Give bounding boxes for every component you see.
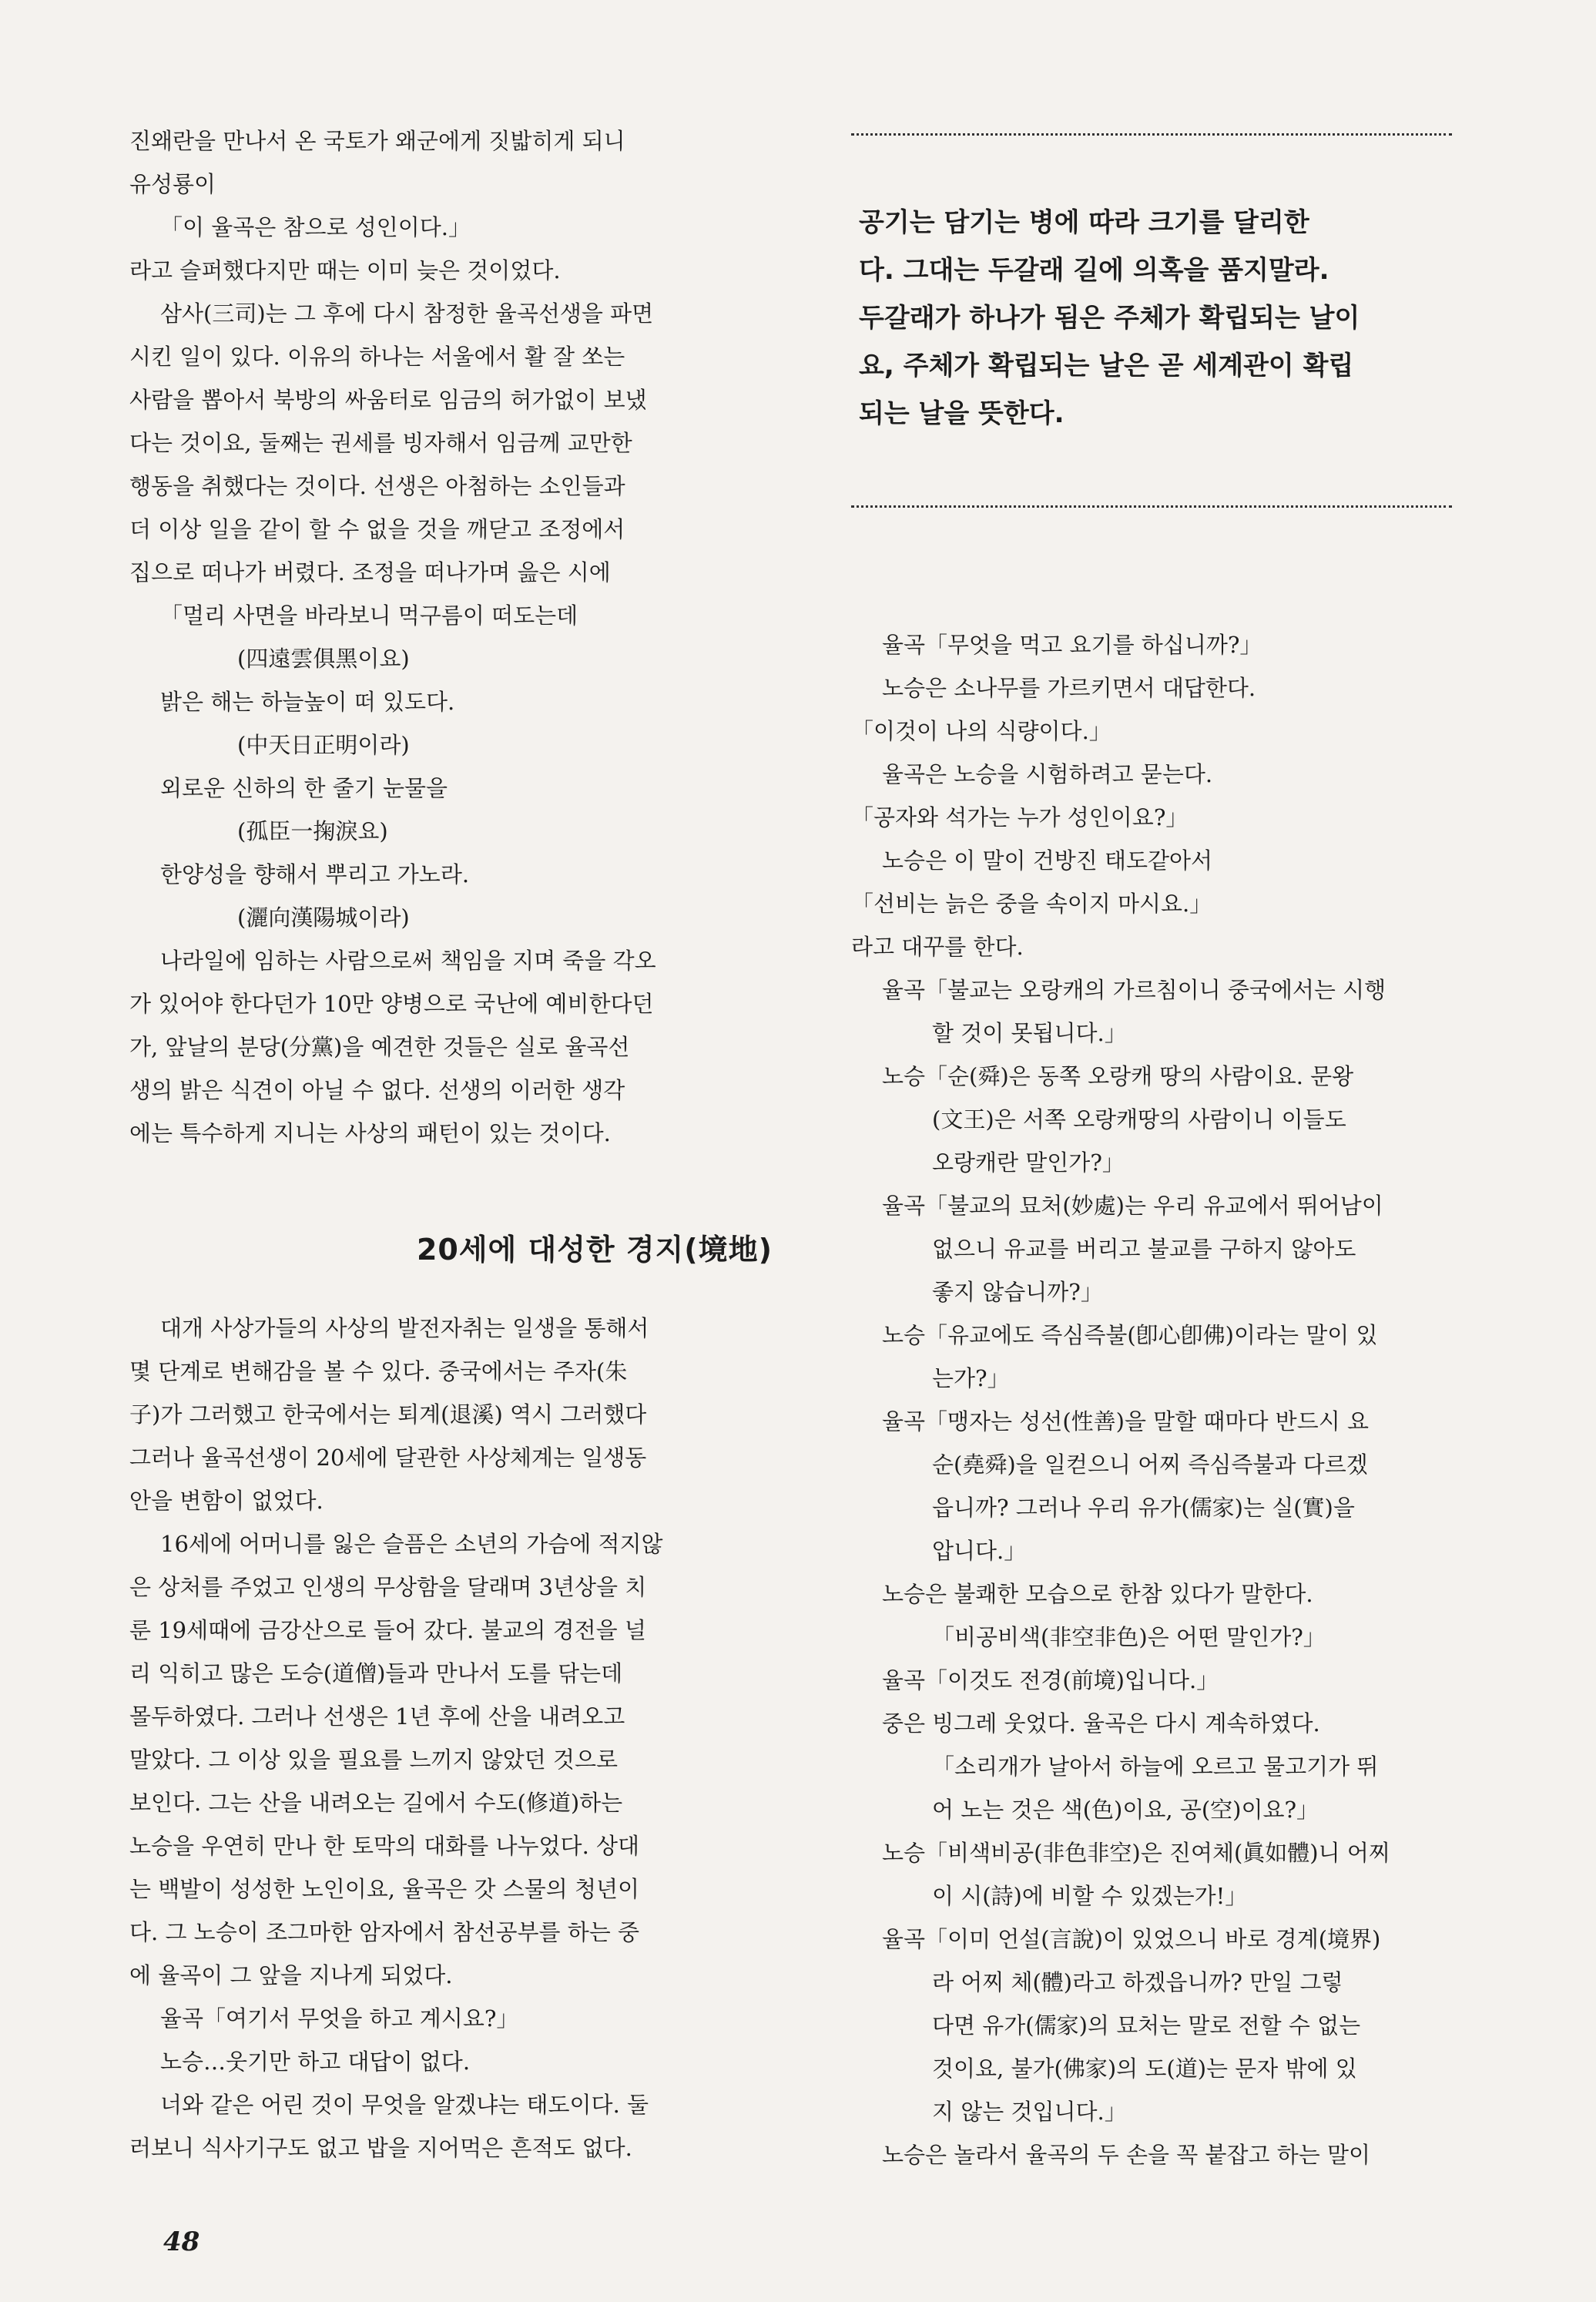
text-line: 리 익히고 많은 도승(道僧)들과 만나서 도를 닦는데 [129, 1660, 623, 1686]
left-column [129, 119, 780, 2169]
right-column [851, 119, 1475, 2176]
dialog-line: 「공자와 석가는 누가 성인이요?」 [851, 804, 1189, 831]
poem-line: 외로운 신하의 한 줄기 눈물을 [160, 775, 448, 801]
text-line: 너와 같은 어린 것이 무엇을 알겠냐는 태도이다. 둘 [160, 2092, 649, 2118]
dotted-divider [851, 505, 1452, 508]
dialog-line: 율곡은 노승을 시험하려고 묻는다. [882, 761, 1213, 787]
text-line: 집으로 떠나가 버렸다. 조정을 떠나가며 읊은 시에 [129, 559, 611, 586]
dialog-line: 「선비는 늙은 중을 속이지 마시요.」 [851, 891, 1212, 917]
dialog-line: 없으니 유교를 버리고 불교를 구하지 않아도 [932, 1236, 1356, 1262]
poem-hanja: (灑向漢陽城이라) [237, 904, 410, 931]
dialog-line: 율곡「불교는 오랑캐의 가르침이니 중국에서는 시행 [882, 977, 1386, 1003]
dialog-line: 율곡「맹자는 성선(性善)을 말할 때마다 반드시 요 [882, 1408, 1369, 1435]
dialog-line: 율곡「이미 언설(言說)이 있었으니 바로 경계(境界) [882, 1926, 1381, 1952]
text-line: 노승…웃기만 하고 대답이 없다. [160, 2049, 471, 2075]
dialog-line: 노승「순(舜)은 동쪽 오랑캐 땅의 사람이요. 문왕 [882, 1063, 1354, 1089]
text-line: 더 이상 일을 같이 할 수 없을 것을 깨닫고 조정에서 [129, 516, 625, 542]
dialog-line: 좋지 않습니까?」 [932, 1279, 1103, 1305]
dialog-line: 어 노는 것은 색(色)이요, 공(空)이요?」 [932, 1797, 1319, 1823]
text-line: 보인다. 그는 산을 내려오는 길에서 수도(修道)하는 [129, 1790, 623, 1816]
text-line: 그러나 율곡선생이 20세에 달관한 사상체계는 일생동 [129, 1445, 647, 1471]
text-line: 행동을 취했다는 것이다. 선생은 아첨하는 소인들과 [129, 473, 625, 499]
text-line: 말았다. 그 이상 있을 필요를 느끼지 않았던 것으로 [129, 1747, 619, 1773]
text-line: 생의 밝은 식견이 아닐 수 없다. 선생의 이러한 생각 [129, 1077, 625, 1103]
text-line: 룬 19세때에 금강산으로 들어 갔다. 불교의 경전을 널 [129, 1617, 646, 1643]
dialog-line: 중은 빙그레 웃었다. 율곡은 다시 계속하였다. [882, 1710, 1320, 1737]
quote-line: 요, 주체가 확립되는 날은 곧 세계관이 확립 [859, 351, 1354, 381]
dialog-line: (文王)은 서쪽 오랑캐땅의 사람이니 이들도 [932, 1106, 1346, 1133]
dialog-line: 노승은 불쾌한 모습으로 한참 있다가 말한다. [882, 1581, 1313, 1607]
poem-hanja: (孤臣一掬淚요) [237, 818, 388, 844]
poem-line: 「멀리 사면을 바라보니 먹구름이 떠도는데 [160, 602, 578, 629]
dialog-line: 노승은 놀라서 율곡의 두 손을 꼭 붙잡고 하는 말이 [882, 2142, 1371, 2168]
quote-line: 다. 그대는 두갈래 길에 의혹을 품지말라. [859, 255, 1329, 286]
dotted-divider [851, 133, 1452, 136]
dialog-line: 노승은 이 말이 건방진 태도같아서 [882, 847, 1213, 874]
dialog-line: 라 어찌 체(體)라고 하겠읍니까? 만일 그렇 [932, 1969, 1343, 1995]
text-line: 라고 슬퍼했다지만 때는 이미 늦은 것이었다. [129, 257, 561, 284]
text-line: 노승을 우연히 만나 한 토막의 대화를 나누었다. 상대 [129, 1833, 640, 1859]
dialog-line: 할 것이 못됩니다.」 [932, 1020, 1127, 1046]
dialog-line: 노승「유교에도 즉심즉불(卽心卽佛)이라는 말이 있 [882, 1322, 1378, 1348]
text-line: 은 상처를 주었고 인생의 무상함을 달래며 3년상을 치 [129, 1574, 647, 1600]
text-line: 가 있어야 한다던가 10만 양병으로 국난에 예비한다던 [129, 991, 654, 1017]
dialog-line: 율곡「이것도 전경(前境)입니다.」 [882, 1667, 1219, 1693]
dialog-line: 라고 대꾸를 한다. [851, 934, 1024, 960]
text-line: 러보니 식사기구도 없고 밥을 지어먹은 흔적도 없다. [129, 2135, 632, 2161]
dialog-line: 지 않는 것입니다.」 [932, 2099, 1127, 2125]
pull-quote [851, 133, 1475, 508]
text-line: 에 율곡이 그 앞을 지나게 되었다. [129, 1962, 453, 1988]
dialog-line: 것이요, 불가(佛家)의 도(道)는 문자 밖에 있 [932, 2055, 1357, 2082]
pull-quote-text [851, 199, 1475, 438]
text-line: 「이 율곡은 참으로 성인이다.」 [160, 214, 471, 240]
quote-line: 두갈래가 하나가 됨은 주체가 확립되는 날이 [859, 303, 1360, 334]
dialog-line: 이 시(詩)에 비할 수 있겠는가!」 [932, 1883, 1248, 1909]
dialog-line: 율곡「무엇을 먹고 요기를 하십니까?」 [882, 632, 1262, 658]
text-line: 에는 특수하게 지니는 사상의 패턴이 있는 것이다. [129, 1120, 611, 1146]
dialog-line: 율곡「불교의 묘처(妙處)는 우리 유교에서 뛰어남이 [882, 1193, 1383, 1219]
text-line: 는 백발이 성성한 노인이요, 율곡은 갓 스물의 청년이 [129, 1876, 640, 1902]
text-line: 율곡「여기서 무엇을 하고 계시요?」 [160, 2005, 519, 2032]
poem-line: 밝은 해는 하늘높이 떠 있도다. [160, 689, 455, 715]
text-line: 진왜란을 만나서 온 국토가 왜군에게 짓밟히게 되니 [129, 128, 625, 154]
quote-line: 되는 날을 뜻한다. [859, 398, 1065, 429]
text-line: 몰두하였다. 그러나 선생은 1년 후에 산을 내려오고 [129, 1703, 625, 1730]
text-line: 가, 앞날의 분당(分黨)을 예견한 것들은 실로 율곡선 [129, 1034, 630, 1060]
text-line: 16세에 어머니를 잃은 슬픔은 소년의 가슴에 적지않 [160, 1531, 663, 1557]
section-heading: 20세에 대성한 경지(境地) [416, 1233, 773, 1267]
dialog-line: 오랑캐란 말인가?」 [932, 1149, 1125, 1176]
dialog-line: 다면 유가(儒家)의 묘처는 말로 전할 수 없는 [932, 2012, 1361, 2039]
text-line: 안을 변함이 없었다. [129, 1488, 324, 1514]
dialog-block [851, 623, 1475, 2176]
text-line: 다는 것이요, 둘째는 권세를 빙자해서 임금께 교만한 [129, 430, 632, 456]
page-number: 48 [163, 2226, 200, 2257]
dialog-line: 「소리개가 날아서 하늘에 오르고 물고기가 뛰 [932, 1753, 1379, 1780]
dialog-line: 「비공비색(非空非色)은 어떤 말인가?」 [932, 1624, 1326, 1650]
dialog-line: 순(堯舜)을 일컫으니 어찌 즉심즉불과 다르겠 [932, 1451, 1368, 1478]
poem-line: 한양성을 향해서 뿌리고 가노라. [160, 861, 470, 888]
text-line: 삼사(三司)는 그 후에 다시 참정한 율곡선생을 파면 [160, 300, 654, 327]
poem-hanja: (四遠雲俱黑이요) [237, 646, 410, 672]
dialog-line: 압니다.」 [932, 1538, 1027, 1564]
text-line: 사람을 뽑아서 북방의 싸움터로 임금의 허가없이 보냈 [129, 387, 647, 413]
dialog-line: 읍니까? 그러나 우리 유가(儒家)는 실(實)을 [932, 1495, 1355, 1521]
text-line: 子)가 그러했고 한국에서는 퇴계(退溪) 역시 그러했다 [129, 1401, 647, 1428]
dialog-line: 는가?」 [932, 1365, 1010, 1391]
dialog-line: 노승「비색비공(非色非空)은 진여체(眞如體)니 어찌 [882, 1840, 1390, 1866]
text-line: 대개 사상가들의 사상의 발전자취는 일생을 통해서 [160, 1315, 649, 1341]
dialog-line: 노승은 소나무를 가르키면서 대답한다. [882, 675, 1256, 701]
text-line: 다. 그 노승이 조그마한 암자에서 참선공부를 하는 중 [129, 1919, 640, 1945]
text-line: 몇 단계로 변해감을 볼 수 있다. 중국에서는 주자(朱 [129, 1358, 628, 1384]
text-line: 시킨 일이 있다. 이유의 하나는 서울에서 활 잘 쏘는 [129, 344, 625, 370]
quote-line: 공기는 담기는 병에 따라 크기를 달리한 [859, 207, 1309, 238]
text-line: 나라일에 임하는 사람으로써 책임을 지며 죽을 각오 [160, 948, 656, 974]
text-line: 유성룡이 [129, 171, 216, 197]
poem-hanja: (中天日正明이라) [237, 732, 410, 758]
dialog-line: 「이것이 나의 식량이다.」 [851, 718, 1112, 744]
